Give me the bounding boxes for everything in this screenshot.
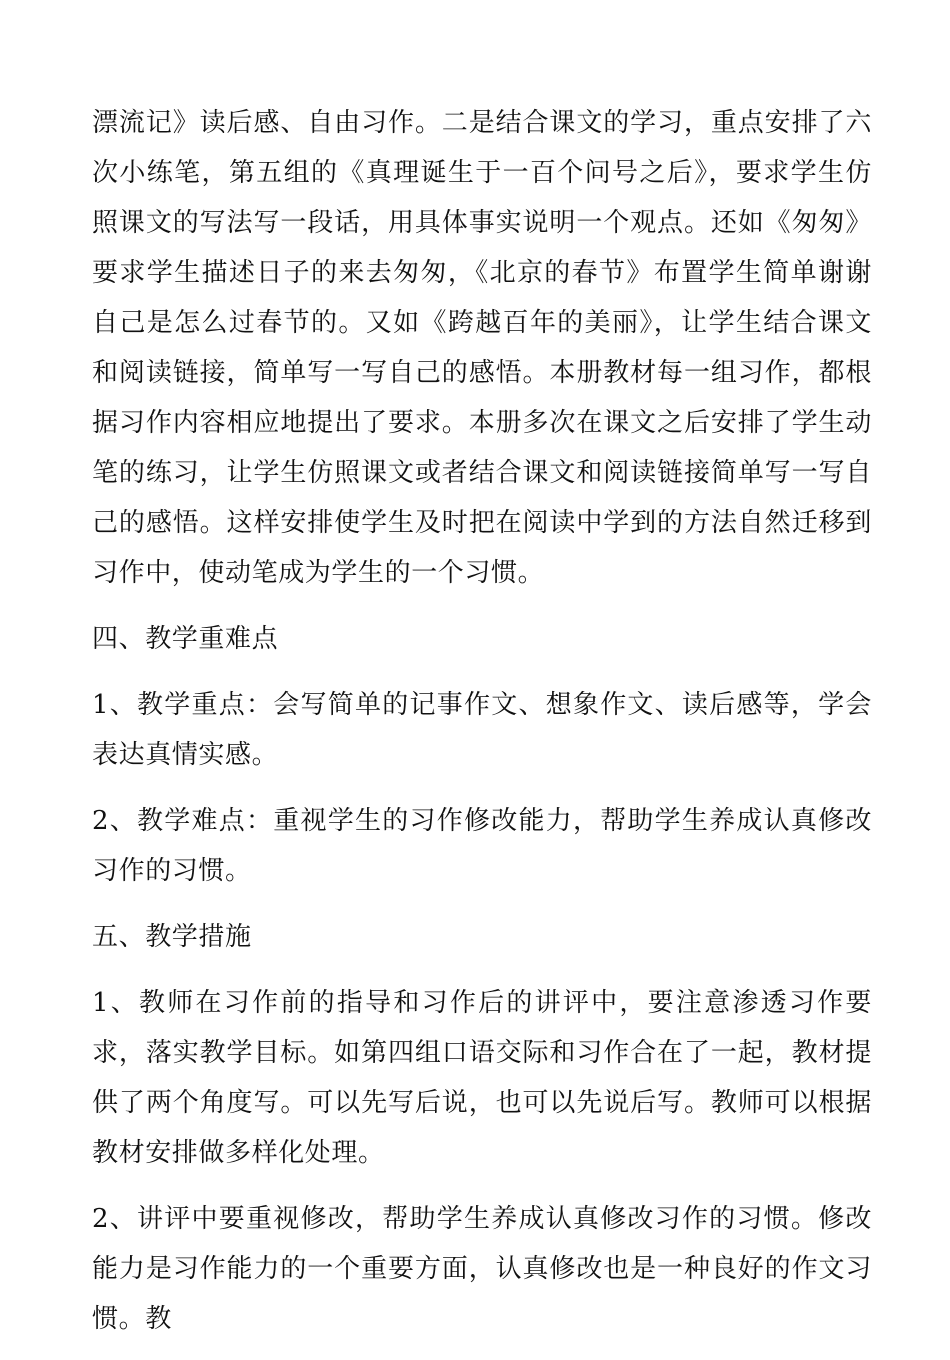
paragraph-teaching-difficulty: 2、教学难点：重视学生的习作修改能力，帮助学生养成认真修改习作的习惯。 xyxy=(92,806,872,886)
paragraph-measure-guidance: 1、教师在习作前的指导和习作后的讲评中，要注意渗透习作要求，落实教学目标。如第四组口语交际和习作合在了一起，教材提供了两个角度写。可以先写后说，也可以先说后写。教师可以根据教材安排做多样化处理。 xyxy=(92,988,872,1168)
document-body xyxy=(92,98,872,1360)
paragraph-teaching-focus: 1、教学重点：会写简单的记事作文、想象作文、读后感等，学会表达真情实感。 xyxy=(92,690,872,770)
section-heading-key-difficult-points: 四、教学重难点 xyxy=(92,624,279,654)
paragraph-writing-practice: 漂流记》读后感、自由习作。二是结合课文的学习，重点安排了六次小练笔，第五组的《真理诞生于一百个问号之后》，要求学生仿照课文的写法写一段话，用具体事实说明一个观点。还如《匆匆》要求学生描述日子的来去匆匆，《北京的春节》布置学生简单谢谢自己是怎么过春节的。又如《跨越百年的美丽》，让学生结合课文和阅读链接，简单写一写自己的感悟。本册教材每一组习作，都根据习作内容相应地提出了要求。本册多次在课文之后安排了学生动笔的练习，让学生仿照课文或者结合课文和阅读链接简单写一写自己的感悟。这样安排使学生及时把在阅读中学到的方法自然迁移到习作中，使动笔成为学生的一个习惯。 xyxy=(92,108,872,588)
paragraph-measure-revision: 2、讲评中要重视修改，帮助学生养成认真修改习作的习惯。修改能力是习作能力的一个重要方面，认真修改也是一种良好的作文习惯。教 xyxy=(92,1204,872,1334)
section-heading-teaching-measures: 五、教学措施 xyxy=(92,922,252,952)
